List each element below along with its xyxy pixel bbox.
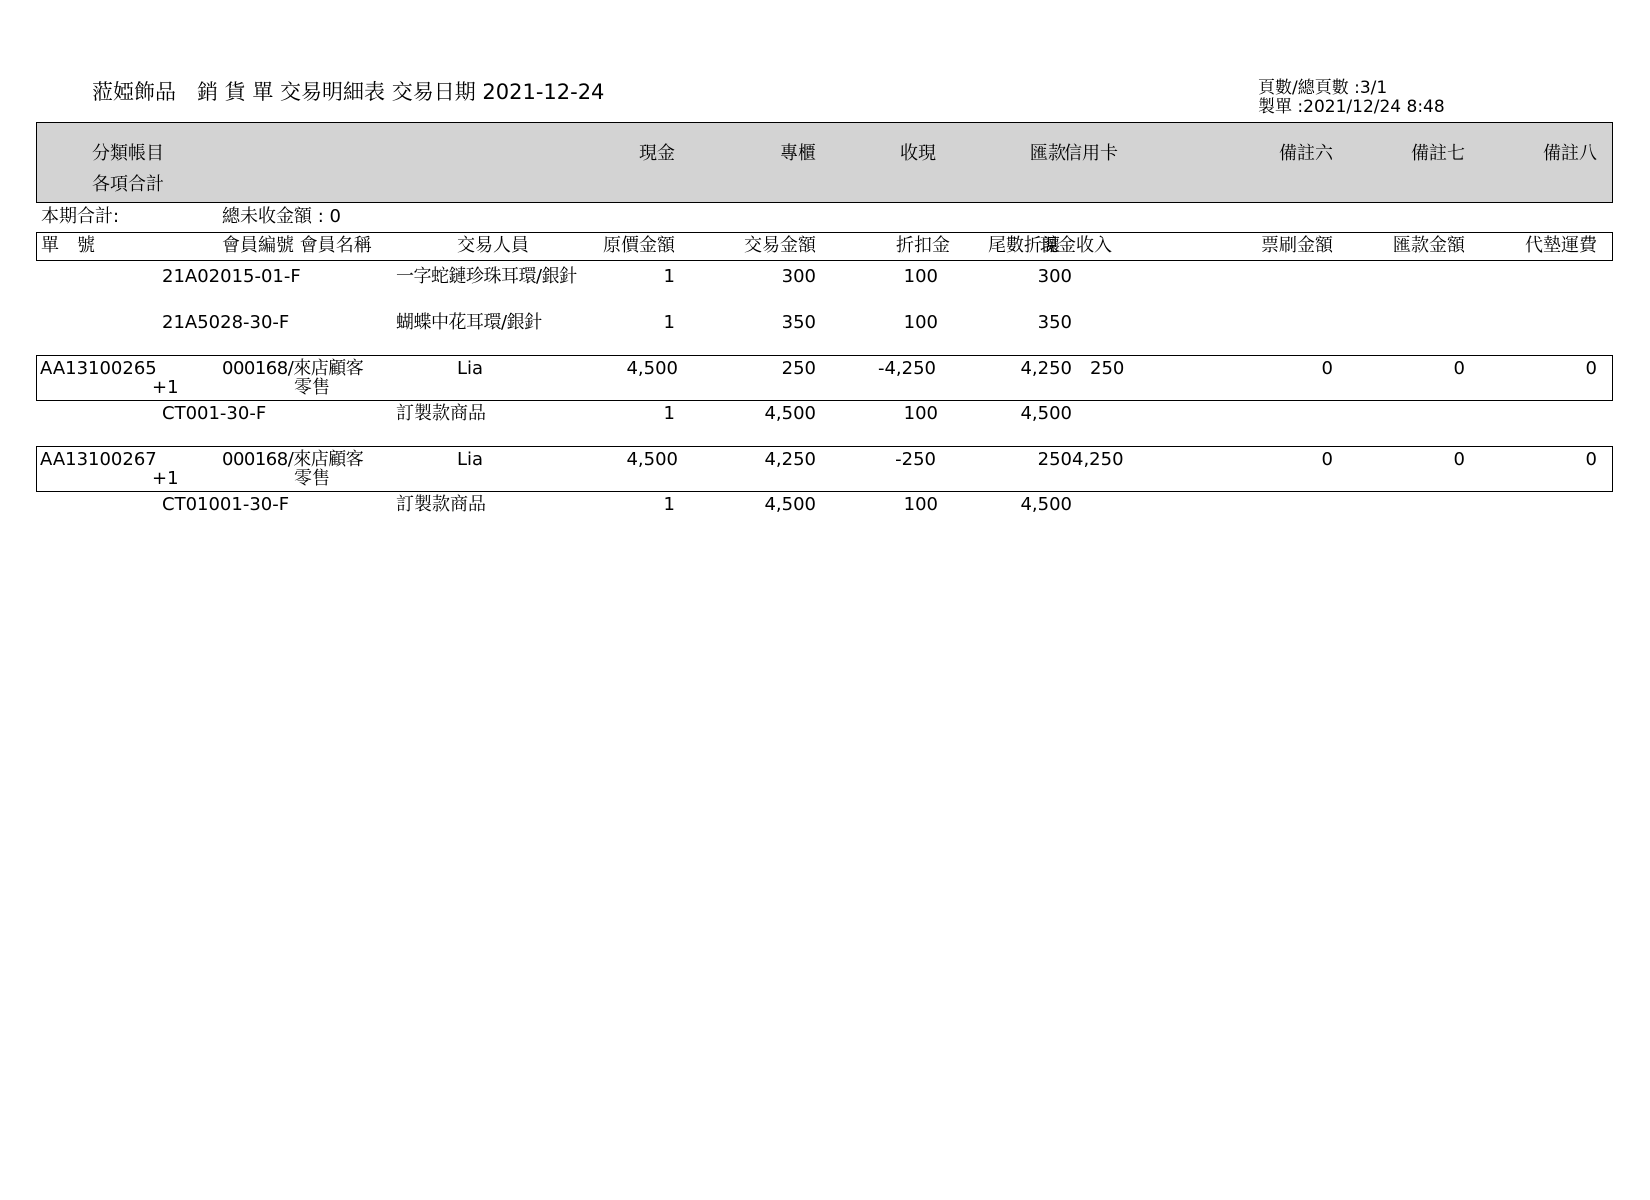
order-staff: Lia (457, 358, 484, 379)
item-percent: 100 (903, 312, 938, 333)
order-tail-discount: 4,250 (1020, 358, 1072, 379)
order-remit-amount: 0 (1453, 449, 1465, 470)
item-code: CT001-30-F (162, 403, 267, 424)
order-cash-income: 4,250 (1072, 449, 1124, 470)
col-remit-amount: 匯款金額 (1393, 235, 1465, 256)
col-credit: 信用卡 (1064, 143, 1118, 164)
col-staff: 交易人員 (457, 235, 529, 256)
subtotal-label: 各項合計 (92, 174, 164, 195)
item-name: 蝴蝶中花耳環/銀針 (396, 312, 542, 333)
order-discount: -250 (895, 449, 936, 470)
item-code: 21A02015-01-F (162, 266, 301, 287)
item-qty: 1 (663, 266, 675, 287)
item-price: 4,500 (764, 494, 816, 515)
member-info: 000168/來店顧客 (222, 358, 364, 379)
order-staff: Lia (457, 449, 484, 470)
col-trade-amount: 交易金額 (744, 235, 816, 256)
col-counter: 專櫃 (780, 143, 816, 164)
member-info: 000168/來店顧客 (222, 449, 364, 470)
order-orig-amount: 4,500 (626, 449, 678, 470)
col-note8: 備註八 (1543, 143, 1597, 164)
order-ticket-amount: 0 (1321, 449, 1333, 470)
col-note7: 備註七 (1411, 143, 1465, 164)
item-percent: 100 (903, 494, 938, 515)
period-total-label: 本期合計: (41, 206, 120, 227)
order-number: AA13100265 (40, 358, 157, 379)
col-cash: 現金 (639, 143, 675, 164)
page-count: 頁數/總頁數 :3/1 (1258, 78, 1388, 98)
col-doc-no: 單 號 (41, 235, 95, 256)
order-trade-amount: 250 (781, 358, 816, 379)
col-cash-income: 現金收入 (1040, 235, 1112, 256)
report-title: 蒞婭飾品 銷 貨 單 交易明細表 交易日期 2021-12-24 (92, 80, 605, 104)
order-shipping: 0 (1585, 358, 1597, 379)
item-qty: 1 (663, 403, 675, 424)
order-cash-income: 250 (1090, 358, 1125, 379)
item-name: 一字蛇鏈珍珠耳環/銀針 (396, 266, 577, 287)
made-timestamp: 製單 :2021/12/24 8:48 (1258, 97, 1445, 117)
item-amount: 350 (1037, 312, 1072, 333)
item-amount: 300 (1037, 266, 1072, 287)
col-discount: 折扣金 (896, 235, 950, 256)
member-type: 零售 (294, 468, 330, 489)
item-percent: 100 (903, 403, 938, 424)
item-qty: 1 (663, 494, 675, 515)
order-tail-discount: 250 (1037, 449, 1072, 470)
col-ticket-amount: 票刷金額 (1261, 235, 1333, 256)
order-number: AA13100267 (40, 449, 157, 470)
item-percent: 100 (903, 266, 938, 287)
item-code: CT01001-30-F (162, 494, 290, 515)
order-remit-amount: 0 (1453, 358, 1465, 379)
item-price: 300 (781, 266, 816, 287)
item-code: 21A5028-30-F (162, 312, 290, 333)
col-shipping: 代墊運費 (1525, 235, 1597, 256)
item-price: 350 (781, 312, 816, 333)
order-suffix: +1 (152, 377, 179, 398)
order-orig-amount: 4,500 (626, 358, 678, 379)
category-label: 分類帳目 (92, 143, 164, 164)
item-price: 4,500 (764, 403, 816, 424)
item-amount: 4,500 (1020, 494, 1072, 515)
order-discount: -4,250 (877, 358, 936, 379)
order-shipping: 0 (1585, 449, 1597, 470)
col-tail-discount: 尾數折讓 (988, 235, 1060, 256)
order-ticket-amount: 0 (1321, 358, 1333, 379)
col-collect: 收現 (900, 143, 936, 164)
col-member: 會員編號 會員名稱 (222, 235, 372, 256)
item-name: 訂製款商品 (396, 494, 486, 515)
col-remit: 匯款 (1030, 143, 1066, 164)
col-orig-amount: 原價金額 (603, 235, 675, 256)
item-qty: 1 (663, 312, 675, 333)
item-name: 訂製款商品 (396, 403, 486, 424)
unpaid-total: 總未收金額 : 0 (222, 206, 341, 227)
col-note6: 備註六 (1279, 143, 1333, 164)
order-suffix: +1 (152, 468, 179, 489)
member-type: 零售 (294, 377, 330, 398)
item-amount: 4,500 (1020, 403, 1072, 424)
order-trade-amount: 4,250 (764, 449, 816, 470)
